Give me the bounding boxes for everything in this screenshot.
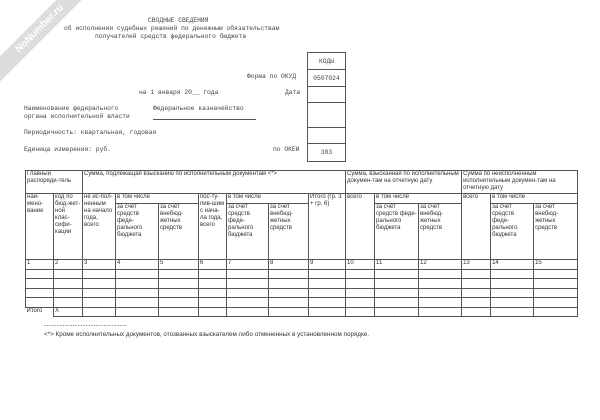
total-cell[interactable]: [199, 307, 227, 317]
header-incl: в том числе: [227, 194, 309, 204]
column-number: 6: [199, 260, 227, 270]
table-cell[interactable]: [462, 279, 491, 289]
table-cell[interactable]: [26, 298, 54, 308]
table-cell[interactable]: [462, 269, 491, 279]
total-cell[interactable]: [534, 307, 578, 317]
table-cell[interactable]: [227, 298, 269, 308]
table-cell[interactable]: [227, 269, 269, 279]
periodicity: Периодичность: квартальная, годовая: [24, 129, 157, 136]
table-cell[interactable]: [491, 298, 534, 308]
table-cell[interactable]: [227, 279, 269, 289]
table-cell[interactable]: [375, 298, 419, 308]
title-line-1: СВОДНЫЕ СВЕДЕНИЯ: [148, 17, 209, 24]
table-row[interactable]: [26, 288, 578, 298]
header-collected-total: всего: [346, 194, 375, 260]
table-cell[interactable]: [462, 288, 491, 298]
column-number: 3: [83, 260, 116, 270]
column-numbers-row: [26, 260, 578, 270]
table-cell[interactable]: [419, 269, 462, 279]
column-number: 11: [375, 260, 419, 270]
period-cell[interactable]: [308, 128, 345, 144]
footnote: <*> Кроме исполнительных документов, отозванных взыскателем либо отмененных в установленном порядке.: [44, 331, 370, 338]
table-cell[interactable]: [199, 269, 227, 279]
table-cell[interactable]: [116, 269, 159, 279]
org-value: Федеральное казначейство: [153, 105, 244, 112]
table-cell[interactable]: [346, 279, 375, 289]
okei-label: по ОКЕИ: [273, 146, 300, 153]
column-number: 13: [462, 260, 491, 270]
table-cell[interactable]: [26, 279, 54, 289]
table-cell[interactable]: [159, 269, 199, 279]
header-fed: за счет средств феде-рального бюджета: [375, 204, 419, 260]
header-extra: за счет внебюд-жетных средств: [419, 204, 462, 260]
table-cell[interactable]: [83, 279, 116, 289]
total-cell[interactable]: [116, 307, 159, 317]
table-cell[interactable]: [83, 298, 116, 308]
table-cell[interactable]: [462, 298, 491, 308]
header-fed: за счет средств феде-рального бюджета: [116, 204, 159, 260]
header-fed: за счет средств феде-рального бюджета: [227, 204, 269, 260]
header-name: наи-мено-вание: [26, 194, 54, 260]
column-number: 15: [534, 260, 578, 270]
org-underline: [153, 119, 256, 120]
table-cell[interactable]: [83, 288, 116, 298]
table-cell[interactable]: [269, 269, 309, 279]
date-line: на 1 января 20__ года: [139, 89, 219, 96]
table-cell[interactable]: [491, 288, 534, 298]
table-cell[interactable]: [159, 298, 199, 308]
header-sum-due: Сумма, подлежащая взысканию по исполнительным документам <*>: [83, 171, 346, 194]
header-received: пос-ту-пив-шим с нача-ла года, всего: [199, 194, 227, 260]
okud-code: 0507024: [308, 70, 345, 87]
table-row[interactable]: [26, 279, 578, 289]
okud-label: Форма по ОКУД: [247, 73, 297, 80]
org-code-cell[interactable]: [308, 103, 345, 128]
table-cell[interactable]: [159, 288, 199, 298]
table-cell[interactable]: [375, 269, 419, 279]
total-cell[interactable]: [375, 307, 419, 317]
table-cell[interactable]: [54, 298, 83, 308]
total-cell[interactable]: [419, 307, 462, 317]
table-cell[interactable]: [309, 279, 346, 289]
table-cell[interactable]: [534, 269, 578, 279]
column-number: 12: [419, 260, 462, 270]
column-number: 9: [309, 260, 346, 270]
table-cell[interactable]: [346, 288, 375, 298]
table-cell[interactable]: [199, 279, 227, 289]
table-cell[interactable]: [419, 279, 462, 289]
table-cell[interactable]: [309, 269, 346, 279]
table-cell[interactable]: [309, 288, 346, 298]
total-cell[interactable]: [346, 307, 375, 317]
total-cell[interactable]: [491, 307, 534, 317]
header-extra: за счет внебюд-жетных средств: [159, 204, 199, 260]
header-incl: в том числе: [491, 194, 578, 204]
table-cell[interactable]: [269, 298, 309, 308]
column-number: 2: [54, 260, 83, 270]
table-row[interactable]: [26, 298, 578, 308]
table-cell[interactable]: [54, 269, 83, 279]
header-sum-collected: Сумма, взысканная по исполнительным докумен-там на отчетную дату: [346, 171, 462, 194]
table-cell[interactable]: [375, 288, 419, 298]
date-cell[interactable]: [308, 87, 345, 103]
table-cell[interactable]: [534, 298, 578, 308]
table-cell[interactable]: [346, 298, 375, 308]
header-sum-unpaid: Сумма по неисполненным исполнительным докумен-там на отчетную дату: [462, 171, 578, 194]
column-number: 14: [491, 260, 534, 270]
total-x: X: [54, 307, 83, 317]
table-cell[interactable]: [534, 279, 578, 289]
table-cell[interactable]: [375, 279, 419, 289]
table-cell[interactable]: [269, 288, 309, 298]
table-cell[interactable]: [199, 288, 227, 298]
header-total-3-6: Итого (гр. 3 + гр. 6): [309, 194, 346, 260]
table-cell[interactable]: [419, 288, 462, 298]
org-label-2: органа исполнительной власти: [24, 113, 130, 120]
column-number: 10: [346, 260, 375, 270]
table-cell[interactable]: [269, 279, 309, 289]
summary-table: [25, 170, 578, 317]
table-cell[interactable]: [116, 288, 159, 298]
total-cell[interactable]: [159, 307, 199, 317]
table-cell[interactable]: [419, 298, 462, 308]
table-cell[interactable]: [309, 298, 346, 308]
table-cell[interactable]: [26, 269, 54, 279]
table-cell[interactable]: [54, 279, 83, 289]
okei-code: 383: [320, 149, 333, 156]
column-number: 4: [116, 260, 159, 270]
total-cell[interactable]: [309, 307, 346, 317]
header-incl: в том числе: [375, 194, 462, 204]
header-unpaid-total: всего: [462, 194, 491, 260]
table-cell[interactable]: [491, 269, 534, 279]
footnote-rule: --------------------------------: [44, 322, 128, 329]
column-number: 5: [159, 260, 199, 270]
codes-header: КОДЫ: [308, 53, 345, 70]
column-number: 7: [227, 260, 269, 270]
table-cell[interactable]: [227, 288, 269, 298]
header-code: код по бюд-жет-ной клас-сифи-кации: [54, 194, 83, 260]
title-line-2: об исполнении судебных решений по денежным обязательствам: [64, 25, 280, 32]
total-cell[interactable]: [227, 307, 269, 317]
total-cell[interactable]: [83, 307, 116, 317]
total-cell[interactable]: [462, 307, 491, 317]
table-cell[interactable]: [116, 298, 159, 308]
table-cell[interactable]: [83, 269, 116, 279]
table-cell[interactable]: [159, 279, 199, 289]
header-incl: в том числе: [116, 194, 199, 204]
table-cell[interactable]: [54, 288, 83, 298]
table-row[interactable]: [26, 269, 578, 279]
codes-box: [307, 52, 346, 162]
org-label-1: Наименование федерального: [24, 105, 119, 112]
header-unpaid-start: не ис-пол-ненным на начало года, всего: [83, 194, 116, 260]
header-main-manager: Главный распоряди-тель: [26, 171, 83, 194]
date-label: Дата: [285, 89, 301, 96]
header-extra: за счет внебюд-жетных средств: [534, 204, 578, 260]
total-label: Итого: [26, 307, 54, 317]
table-cell[interactable]: [346, 269, 375, 279]
total-cell[interactable]: [269, 307, 309, 317]
header-fed: за счет средств феде-рального бюджета: [491, 204, 534, 260]
column-number: 1: [26, 260, 54, 270]
watermark: NoNumber.ru: [0, 0, 103, 92]
table-cell[interactable]: [116, 279, 159, 289]
total-row[interactable]: [26, 307, 578, 317]
unit: Единица измерения: руб.: [24, 146, 111, 153]
column-number: 8: [269, 260, 309, 270]
header-extra: за счет внебюд-жетных средств: [269, 204, 309, 260]
table-cell[interactable]: [26, 288, 54, 298]
table-cell[interactable]: [534, 288, 578, 298]
title-line-3: получателей средств федерального бюджета: [95, 33, 247, 40]
table-cell[interactable]: [199, 298, 227, 308]
table-cell[interactable]: [491, 279, 534, 289]
